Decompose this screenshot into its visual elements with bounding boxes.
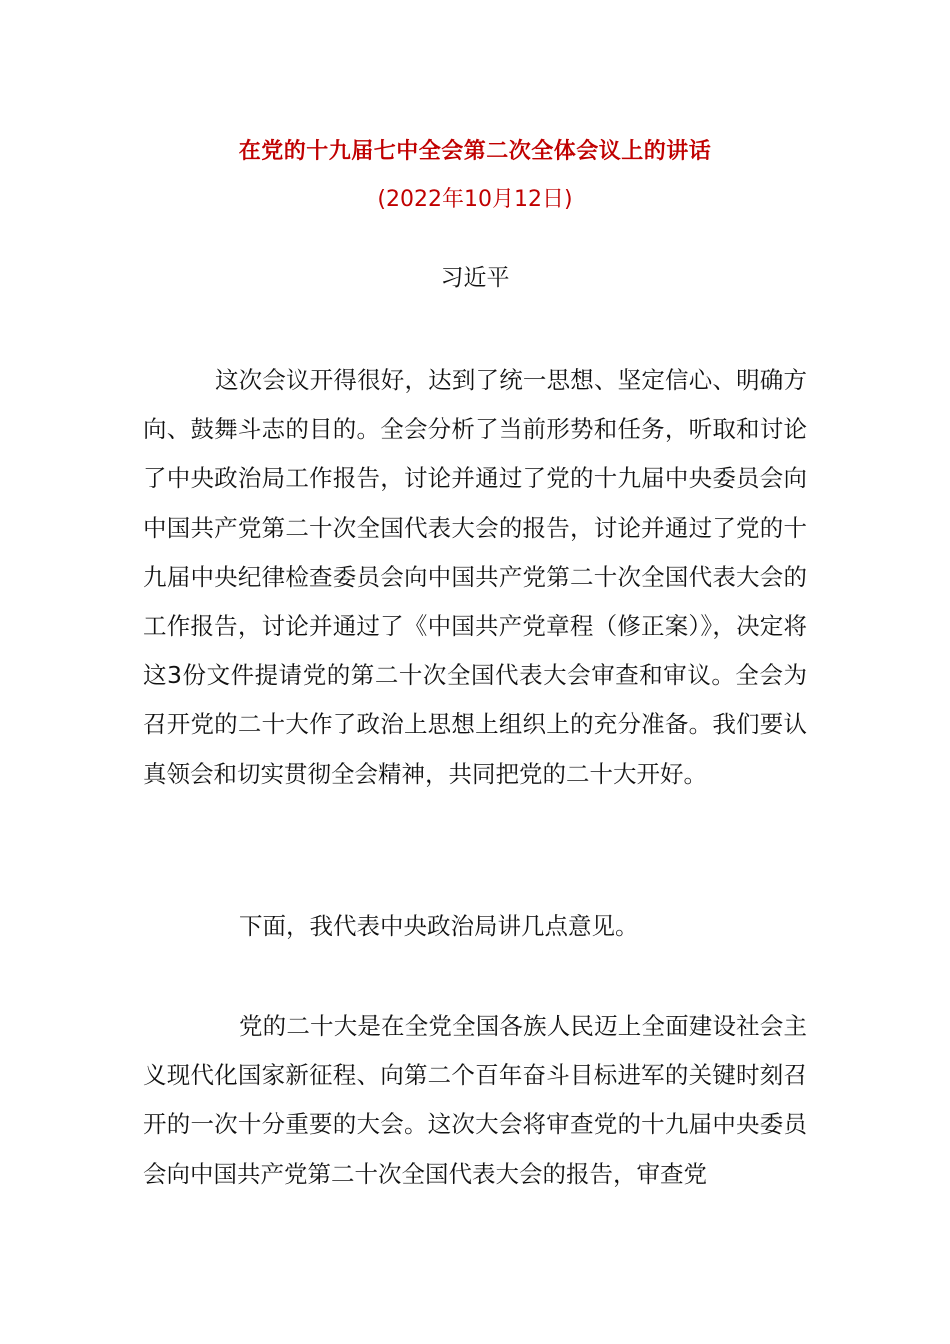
body-paragraph-3: 党的二十大是在全党全国各族人民迈上全面建设社会主义现代化国家新征程、向第二个百年奋斗目标进军的关键时刻召开的一次十分重要的大会。这次大会将审查党的十九届中央委员会向中国共产党第二十次全国代表大会的报告，审查党 (143, 1012, 807, 1188)
body-paragraph-1: 这次会议开得很好，达到了统一思想、坚定信心、明确方向、鼓舞斗志的目的。全会分析了当前形势和任务，听取和讨论了中央政治局工作报告，讨论并通过了党的十九届中央委员会向中国共产党第二十次全国代表大会的报告，讨论并通过了党的十九届中央纪律检查委员会向中国共产党第二十次全国代表大会的工作报告，讨论并通过了《中国共产党章程（修正案）》，决定将这3份文件提请党的第二十次全国代表大会审查和审议。全会为召开党的二十大作了政治上思想上组织上的充分准备。我们要认真领会和切实贯彻全会精神，共同把党的二十大开好。 (143, 366, 807, 788)
document-date: (2022年10月12日) (377, 187, 573, 212)
body-paragraph-2: 下面，我代表中央政治局讲几点意见。 (239, 912, 639, 940)
document-author: 习近平 (440, 265, 510, 291)
document-title: 在党的十九届七中全会第二次全体会议上的讲话 (238, 139, 712, 164)
